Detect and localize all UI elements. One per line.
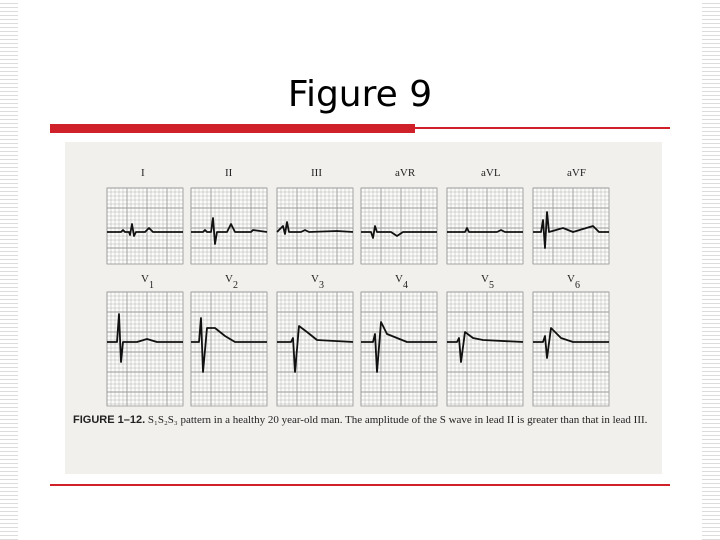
figure-caption-text: S₁S₂S₃ pattern in a healthy 20 year-old man. The amplitude of the S wave in lead II is greater than that in lead III. <box>145 414 648 426</box>
ecg-panel <box>361 188 437 264</box>
ecg-panel <box>277 292 353 406</box>
ecg-panel <box>107 188 183 264</box>
lead-label: V6 <box>567 273 580 291</box>
lead-label: V3 <box>311 273 324 291</box>
ecg-panel <box>107 292 183 406</box>
lead-label: I <box>141 167 145 179</box>
ecg-figure-image <box>65 142 662 474</box>
lead-label: II <box>225 167 233 179</box>
lead-label: aVF <box>567 167 586 179</box>
ecg-panel <box>361 292 437 406</box>
footer-rule <box>50 484 670 486</box>
ecg-panel <box>447 292 523 406</box>
lead-label: V5 <box>481 273 494 291</box>
ecg-panel <box>447 188 523 264</box>
lead-label: V2 <box>225 273 238 291</box>
figure-caption-label: FIGURE 1–12. <box>73 414 146 426</box>
lead-label: V4 <box>395 273 408 291</box>
lead-label: V1 <box>141 273 154 291</box>
slide-title: Figure 9 <box>287 74 433 115</box>
lead-label: III <box>311 167 322 179</box>
ecg-panel <box>533 188 609 264</box>
ecg-panel <box>191 292 267 406</box>
lead-label: aVR <box>395 167 416 179</box>
lead-label: aVL <box>481 167 501 179</box>
ecg-panel <box>277 188 353 264</box>
figure-caption <box>73 414 658 427</box>
ecg-panel <box>191 188 267 264</box>
title-underline-thick <box>50 124 415 133</box>
ecg-panel <box>533 292 609 406</box>
title-underline-thin <box>415 127 670 129</box>
